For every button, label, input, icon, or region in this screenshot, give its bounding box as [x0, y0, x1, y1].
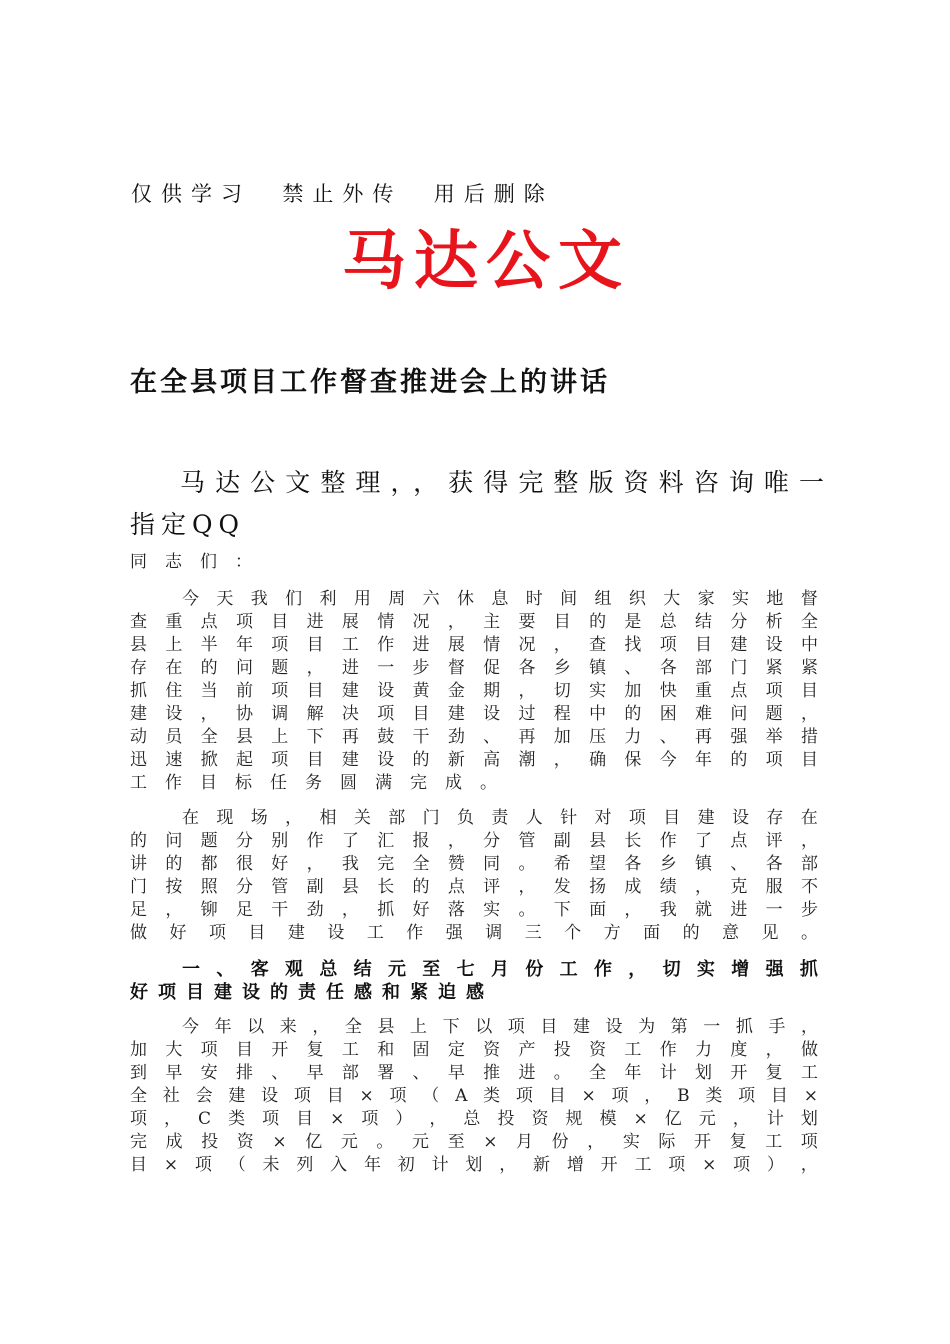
text-line: 存 在 的 问 题 ， 进 一 步 督 促 各 乡 镇 、 各 部 门 紧 紧	[130, 658, 818, 678]
text-line: 建 设 ， 协 调 解 决 项 目 建 设 过 程 中 的 困 难 问 题 ，	[130, 704, 818, 724]
text-line: 全 社 会 建 设 项 目 × 项 （ A 类 项 目 × 项 ， B 类 项 目 ×	[130, 1086, 818, 1106]
text-line: 做 好 项 目 建 设 工 作 强 调 三 个 方 面 的 意 见 。	[130, 923, 818, 943]
text-line: 今 年 以 来 ， 全 县 上 下 以 项 目 建 设 为 第 一 抓 手 ，	[182, 1017, 818, 1037]
text-line: 在 现 场 ， 相 关 部 门 负 责 人 针 对 项 目 建 设 存 在	[182, 808, 818, 828]
salutation-text: 同志们：	[130, 552, 270, 572]
salutation	[130, 551, 818, 574]
text-line: 动 员 全 县 上 下 再 鼓 干 劲 、 再 加 压 力 、 再 强 举 措	[130, 727, 818, 747]
intro-block	[130, 462, 830, 546]
document-title: 在全县项目工作督查推进会上的讲话	[130, 367, 610, 398]
text-line: 加 大 项 目 开 复 工 和 固 定 资 产 投 资 工 作 力 度 ， 做	[130, 1040, 818, 1060]
text-line: 工作目标任务圆满完成。	[130, 773, 515, 793]
text-line: 讲 的 都 很 好 ， 我 完 全 赞 同 。 希 望 各 乡 镇 、 各 部	[130, 854, 818, 874]
text-line: 抓 住 当 前 项 目 建 设 黄 金 期 ， 切 实 加 快 重 点 项 目	[130, 681, 818, 701]
section-heading	[130, 958, 818, 1004]
text-line: 今 天 我 们 利 用 周 六 休 息 时 间 组 织 大 家 实 地 督	[182, 589, 818, 609]
text-line: 门 按 照 分 管 副 县 长 的 点 评 ， 发 扬 成 绩 ， 克 服 不	[130, 877, 818, 897]
text-line: 完 成 投 资 × 亿 元 。 元 至 × 月 份 ， 实 际 开 复 工 项	[130, 1132, 818, 1152]
text-line: 足 ， 铆 足 干 劲 ， 抓 好 落 实 。 下 面 ， 我 就 进 一 步	[130, 900, 818, 920]
distribution-notice: 仅供学习 禁止外传 用后删除	[131, 182, 554, 206]
text-line: 查 重 点 项 目 进 展 情 况 ， 主 要 目 的 是 总 结 分 析 全	[130, 612, 818, 632]
intro-line: 指定QQ	[130, 510, 245, 539]
text-line: 项 ， C 类 项 目 × 项 ） ， 总 投 资 规 模 × 亿 元 ， 计 划	[130, 1109, 818, 1129]
intro-line: 马达公文整理，，获得完整版资料咨询唯一	[180, 468, 830, 497]
paragraph	[130, 1016, 818, 1177]
text-line: 迅 速 掀 起 项 目 建 设 的 新 高 潮 ， 确 保 今 年 的 项 目	[130, 750, 818, 770]
text-line: 县 上 半 年 项 目 工 作 进 展 情 况 ， 查 找 项 目 建 设 中	[130, 635, 818, 655]
text-line: 的 问 题 分 别 作 了 汇 报 ， 分 管 副 县 长 作 了 点 评 ，	[130, 831, 818, 851]
text-line: 目 × 项 （ 未 列 入 年 初 计 划 ， 新 增 开 工 项 × 项 ） ，	[130, 1155, 818, 1175]
heading-line: 好项目建设的责任感和紧迫感	[130, 982, 494, 1003]
paragraph	[130, 807, 818, 945]
text-line: 到 早 安 排 、 早 部 署 、 早 推 进 。 全 年 计 划 开 复 工	[130, 1063, 818, 1083]
heading-line: 一 、 客 观 总 结 元 至 七 月 份 工 作 ， 切 实 增 强 抓	[182, 959, 818, 980]
paragraph	[130, 588, 818, 795]
brand-logo-text: 马达公文	[342, 224, 630, 299]
